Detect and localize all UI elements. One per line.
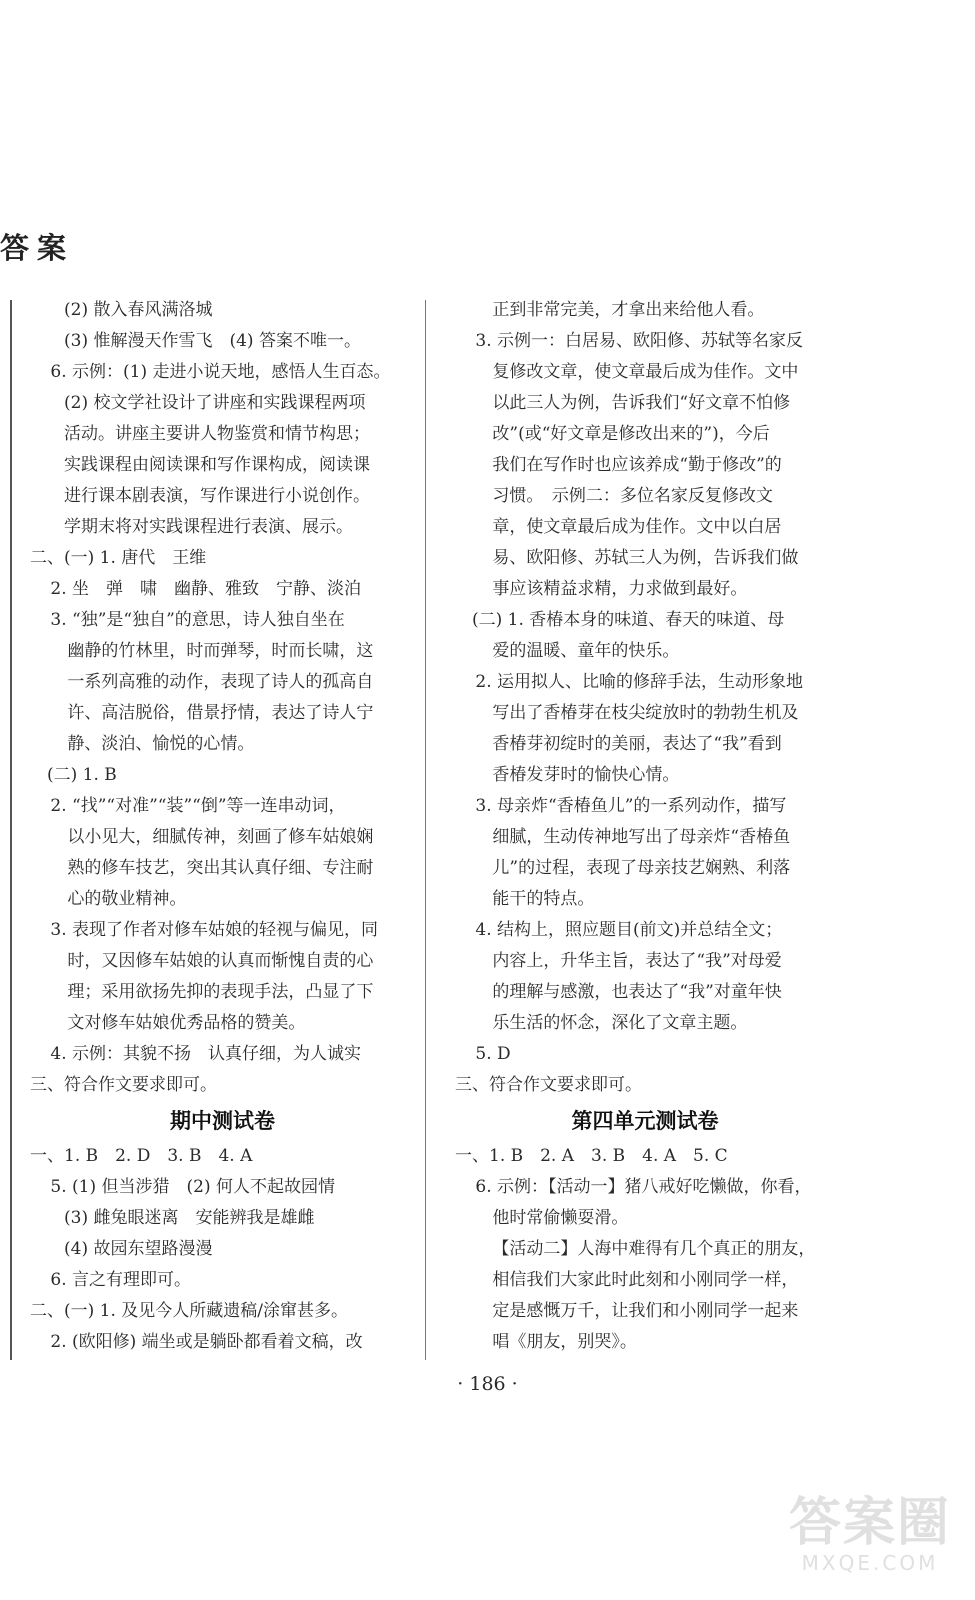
answer-line: 学期末将对实践课程进行表演、展示。	[64, 517, 353, 537]
answer-line: 复修改文章，使文章最后成为佳作。文中	[492, 362, 799, 382]
answer-line: 香椿发芽时的愉快心情。	[492, 765, 680, 785]
answer-line: 2. “找”“对准”“装”“倒”等一连串动词，	[50, 796, 346, 816]
answer-line: 5. D	[475, 1044, 511, 1064]
answer-line: 6. 示例：【活动一】猪八戒好吃懒做，你看，	[475, 1177, 812, 1197]
answer-line: 4. 示例：其貌不扬 认真仔细，为人诚实	[50, 1044, 362, 1064]
answer-line: 一、1. B 2. A 3. B 4. A 5. C	[455, 1146, 728, 1166]
answer-line: 爱的温暖、童年的快乐。	[492, 641, 680, 661]
answer-line: 6. 言之有理即可。	[50, 1270, 192, 1290]
answer-line: 3. “独”是“独自”的意思，诗人独自坐在	[50, 610, 345, 630]
answer-line: 许、高洁脱俗，借景抒情，表达了诗人宁	[67, 703, 374, 723]
answer-line: 二、(一) 1. 唐代 王维	[30, 548, 207, 568]
answer-line: 改”(或“好文章是修改出来的”)，今后	[492, 424, 770, 444]
answer-line: 以此三人为例，告诉我们“好文章不怕修	[492, 393, 791, 413]
answer-line: 写出了香椿芽在枝尖绽放时的勃勃生机及	[492, 703, 799, 723]
watermark-url-text: MXQE.COM	[801, 1551, 939, 1575]
answer-line: 习惯。 示例二：多位名家反复修改文	[492, 486, 773, 506]
column-divider	[425, 300, 426, 1360]
right-lines-bottom	[455, 1141, 835, 1358]
answer-line: 章，使文章最后成为佳作。文中以白居	[492, 517, 782, 537]
answer-line: 事应该精益求精，力求做到最好。	[492, 579, 748, 599]
answer-line: 的理解与感激，也表达了“我”对童年快	[492, 982, 782, 1002]
page-number: · 186 ·	[457, 1373, 518, 1395]
watermark-main-text: 答案圈	[788, 1493, 951, 1553]
answer-line: 内容上，升华主旨，表达了“我”对母爱	[492, 951, 782, 971]
right-column	[455, 295, 835, 1358]
answer-line: 心的敬业精神。	[67, 889, 187, 909]
answer-line: 细腻，生动传神地写出了母亲炸“香椿鱼	[492, 827, 791, 847]
answer-line: (二) 1. B	[47, 765, 117, 785]
answer-line: 香椿芽初绽时的美丽，表达了“我”看到	[492, 734, 782, 754]
answer-line: 乐生活的怀念，深化了文章主题。	[492, 1013, 748, 1033]
section-title-unit4: 第四单元测试卷	[571, 1109, 719, 1133]
answer-line: 三、符合作文要求即可。	[30, 1075, 217, 1095]
left-column	[30, 295, 415, 1358]
answer-line: 一、1. B 2. D 3. B 4. A	[30, 1146, 253, 1166]
answer-line: 文对修车姑娘优秀品格的赞美。	[67, 1013, 306, 1033]
right-lines-top	[455, 295, 835, 1101]
answer-line: 进行课本剧表演，写作课进行小说创作。	[64, 486, 370, 506]
answer-line: 4. 结构上，照应题目(前文)并总结全文；	[475, 920, 783, 940]
answer-line: 以小见大，细腻传神，刻画了修车姑娘娴	[67, 827, 374, 847]
watermark-logo	[785, 1495, 955, 1595]
answer-line: 三、符合作文要求即可。	[455, 1075, 642, 1095]
answer-line: 我们在写作时也应该养成“勤于修改”的	[492, 455, 782, 475]
answer-line: 静、淡泊、愉悦的心情。	[67, 734, 255, 754]
answer-line: 正到非常完美，才拿出来给他人看。	[492, 300, 765, 320]
answer-line: 相信我们大家此时此刻和小刚同学一样，	[492, 1270, 799, 1290]
answer-line: (二) 1. 香椿本身的味道、春天的味道、母	[472, 610, 785, 630]
answer-line: (3) 雌兔眼迷离 安能辨我是雄雌	[64, 1208, 315, 1228]
answer-line: 定是感慨万千，让我们和小刚同学一起来	[492, 1301, 799, 1321]
answer-line: 二、(一) 1. 及见今人所藏遗稿/涂窜甚多。	[30, 1301, 349, 1321]
answer-line: 实践课程由阅读课和写作课构成，阅读课	[64, 455, 370, 475]
answer-line: 易、欧阳修、苏轼三人为例，告诉我们做	[492, 548, 799, 568]
answer-line: 3. 表现了作者对修车姑娘的轻视与偏见，同	[50, 920, 379, 940]
answer-line: (3) 惟解漫天作雪飞 (4) 答案不唯一。	[64, 331, 361, 351]
answer-line: 唱《朋友，别哭》。	[492, 1332, 637, 1352]
answer-line: 3. 示例一：白居易、欧阳修、苏轼等名家反	[475, 331, 804, 351]
answer-line: 2. (欧阳修) 端坐或是躺卧都看着文稿，改	[50, 1332, 363, 1352]
answer-line: 3. 母亲炸“香椿鱼儿”的一系列动作，描写	[475, 796, 787, 816]
answer-line: 2. 运用拟人、比喻的修辞手法，生动形象地	[475, 672, 804, 692]
answer-line: 能干的特点。	[492, 889, 595, 909]
answer-line: (2) 校文学社设计了讲座和实践课程两项	[64, 393, 366, 413]
answer-line: 他时常偷懒耍滑。	[492, 1208, 629, 1228]
left-lines-top	[30, 295, 415, 1101]
answer-line: 儿”的过程，表现了母亲技艺娴熟、利落	[492, 858, 791, 878]
answer-line: (4) 故园东望路漫漫	[64, 1239, 213, 1259]
answer-line: 幽静的竹林里，时而弹琴，时而长啸，这	[67, 641, 374, 661]
page-header-title: 答案	[0, 231, 75, 265]
section-title-midterm: 期中测试卷	[170, 1109, 275, 1133]
left-lines-bottom	[30, 1141, 415, 1358]
left-margin-rule	[10, 300, 12, 1360]
answer-line: 时，又因修车姑娘的认真而惭愧自责的心	[67, 951, 374, 971]
answer-line: 2. 坐 弹 啸 幽静、雅致 宁静、淡泊	[50, 579, 362, 599]
answer-line: 6. 示例：(1) 走进小说天地，感悟人生百态。	[50, 362, 391, 382]
answer-line: 理；采用欲扬先抑的表现手法，凸显了下	[67, 982, 374, 1002]
answer-line: 熟的修车技艺，突出其认真仔细、专注耐	[67, 858, 374, 878]
answer-line: (2) 散入春风满洛城	[64, 300, 213, 320]
answer-line: 活动。讲座主要讲人物鉴赏和情节构思；	[64, 424, 370, 444]
answer-line: 【活动二】人海中难得有几个真正的朋友，	[492, 1239, 816, 1259]
answer-line: 一系列高雅的动作，表现了诗人的孤高自	[67, 672, 374, 692]
answer-line: 5. (1) 但当涉猎 (2) 何人不起故园情	[50, 1177, 335, 1197]
